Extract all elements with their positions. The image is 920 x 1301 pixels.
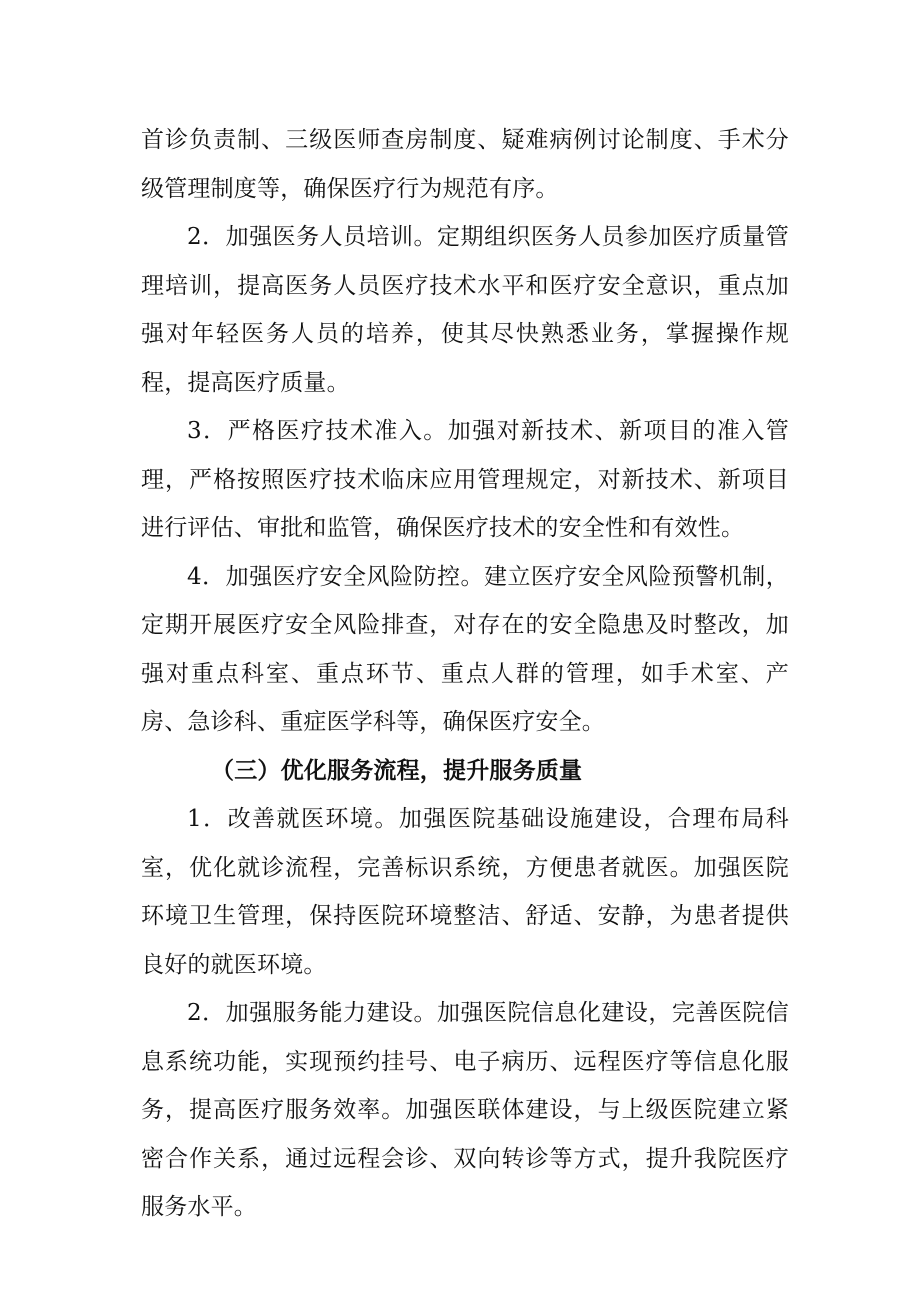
section-heading: （三）优化服务流程，提升服务质量 [211,757,583,784]
paragraph-environment: 1．改善就医环境。加强医院基础设施建设，合理布局科室，优化就诊流程，完善标识系统，方便患者就医。加强医院环境卫生管理，保持医院环境整洁、舒适、安静，为患者提供良好的就医环境。 [141,806,789,978]
paragraph-staff-training: 2．加强医务人员培训。定期组织医务人员参加医疗质量管理培训，提高医务人员医疗技术水平和医疗安全意识，重点加强对年轻医务人员的培养，使其尽快熟悉业务，掌握操作规程，提高医疗质量。 [141,224,789,396]
paragraph-technology-access: 3．严格医疗技术准入。加强对新技术、新项目的准入管理，严格按照医疗技术临床应用管理规定，对新技术、新项目进行评估、审批和监管，确保医疗技术的安全性和有效性。 [141,418,789,541]
paragraph-risk-control: 4．加强医疗安全风险防控。建立医疗安全风险预警机制，定期开展医疗安全风险排查，对存在的安全隐患及时整改，加强对重点科室、重点环节、重点人群的管理，如手术室、产房、急诊科、重症医学科等，确保医疗安全。 [141,563,789,735]
document-body [141,116,789,1232]
paragraph-service-capacity: 2．加强服务能力建设。加强医院信息化建设，完善医院信息系统功能，实现预约挂号、电子病历、远程医疗等信息化服务，提高医疗服务效率。加强医联体建设，与上级医院建立紧密合作关系，通过远程会诊、双向转诊等方式，提升我院医疗服务水平。 [141,1000,789,1220]
paragraph-continuation: 首诊负责制、三级医师查房制度、疑难病例讨论制度、手术分级管理制度等，确保医疗行为规范有序。 [141,127,789,202]
